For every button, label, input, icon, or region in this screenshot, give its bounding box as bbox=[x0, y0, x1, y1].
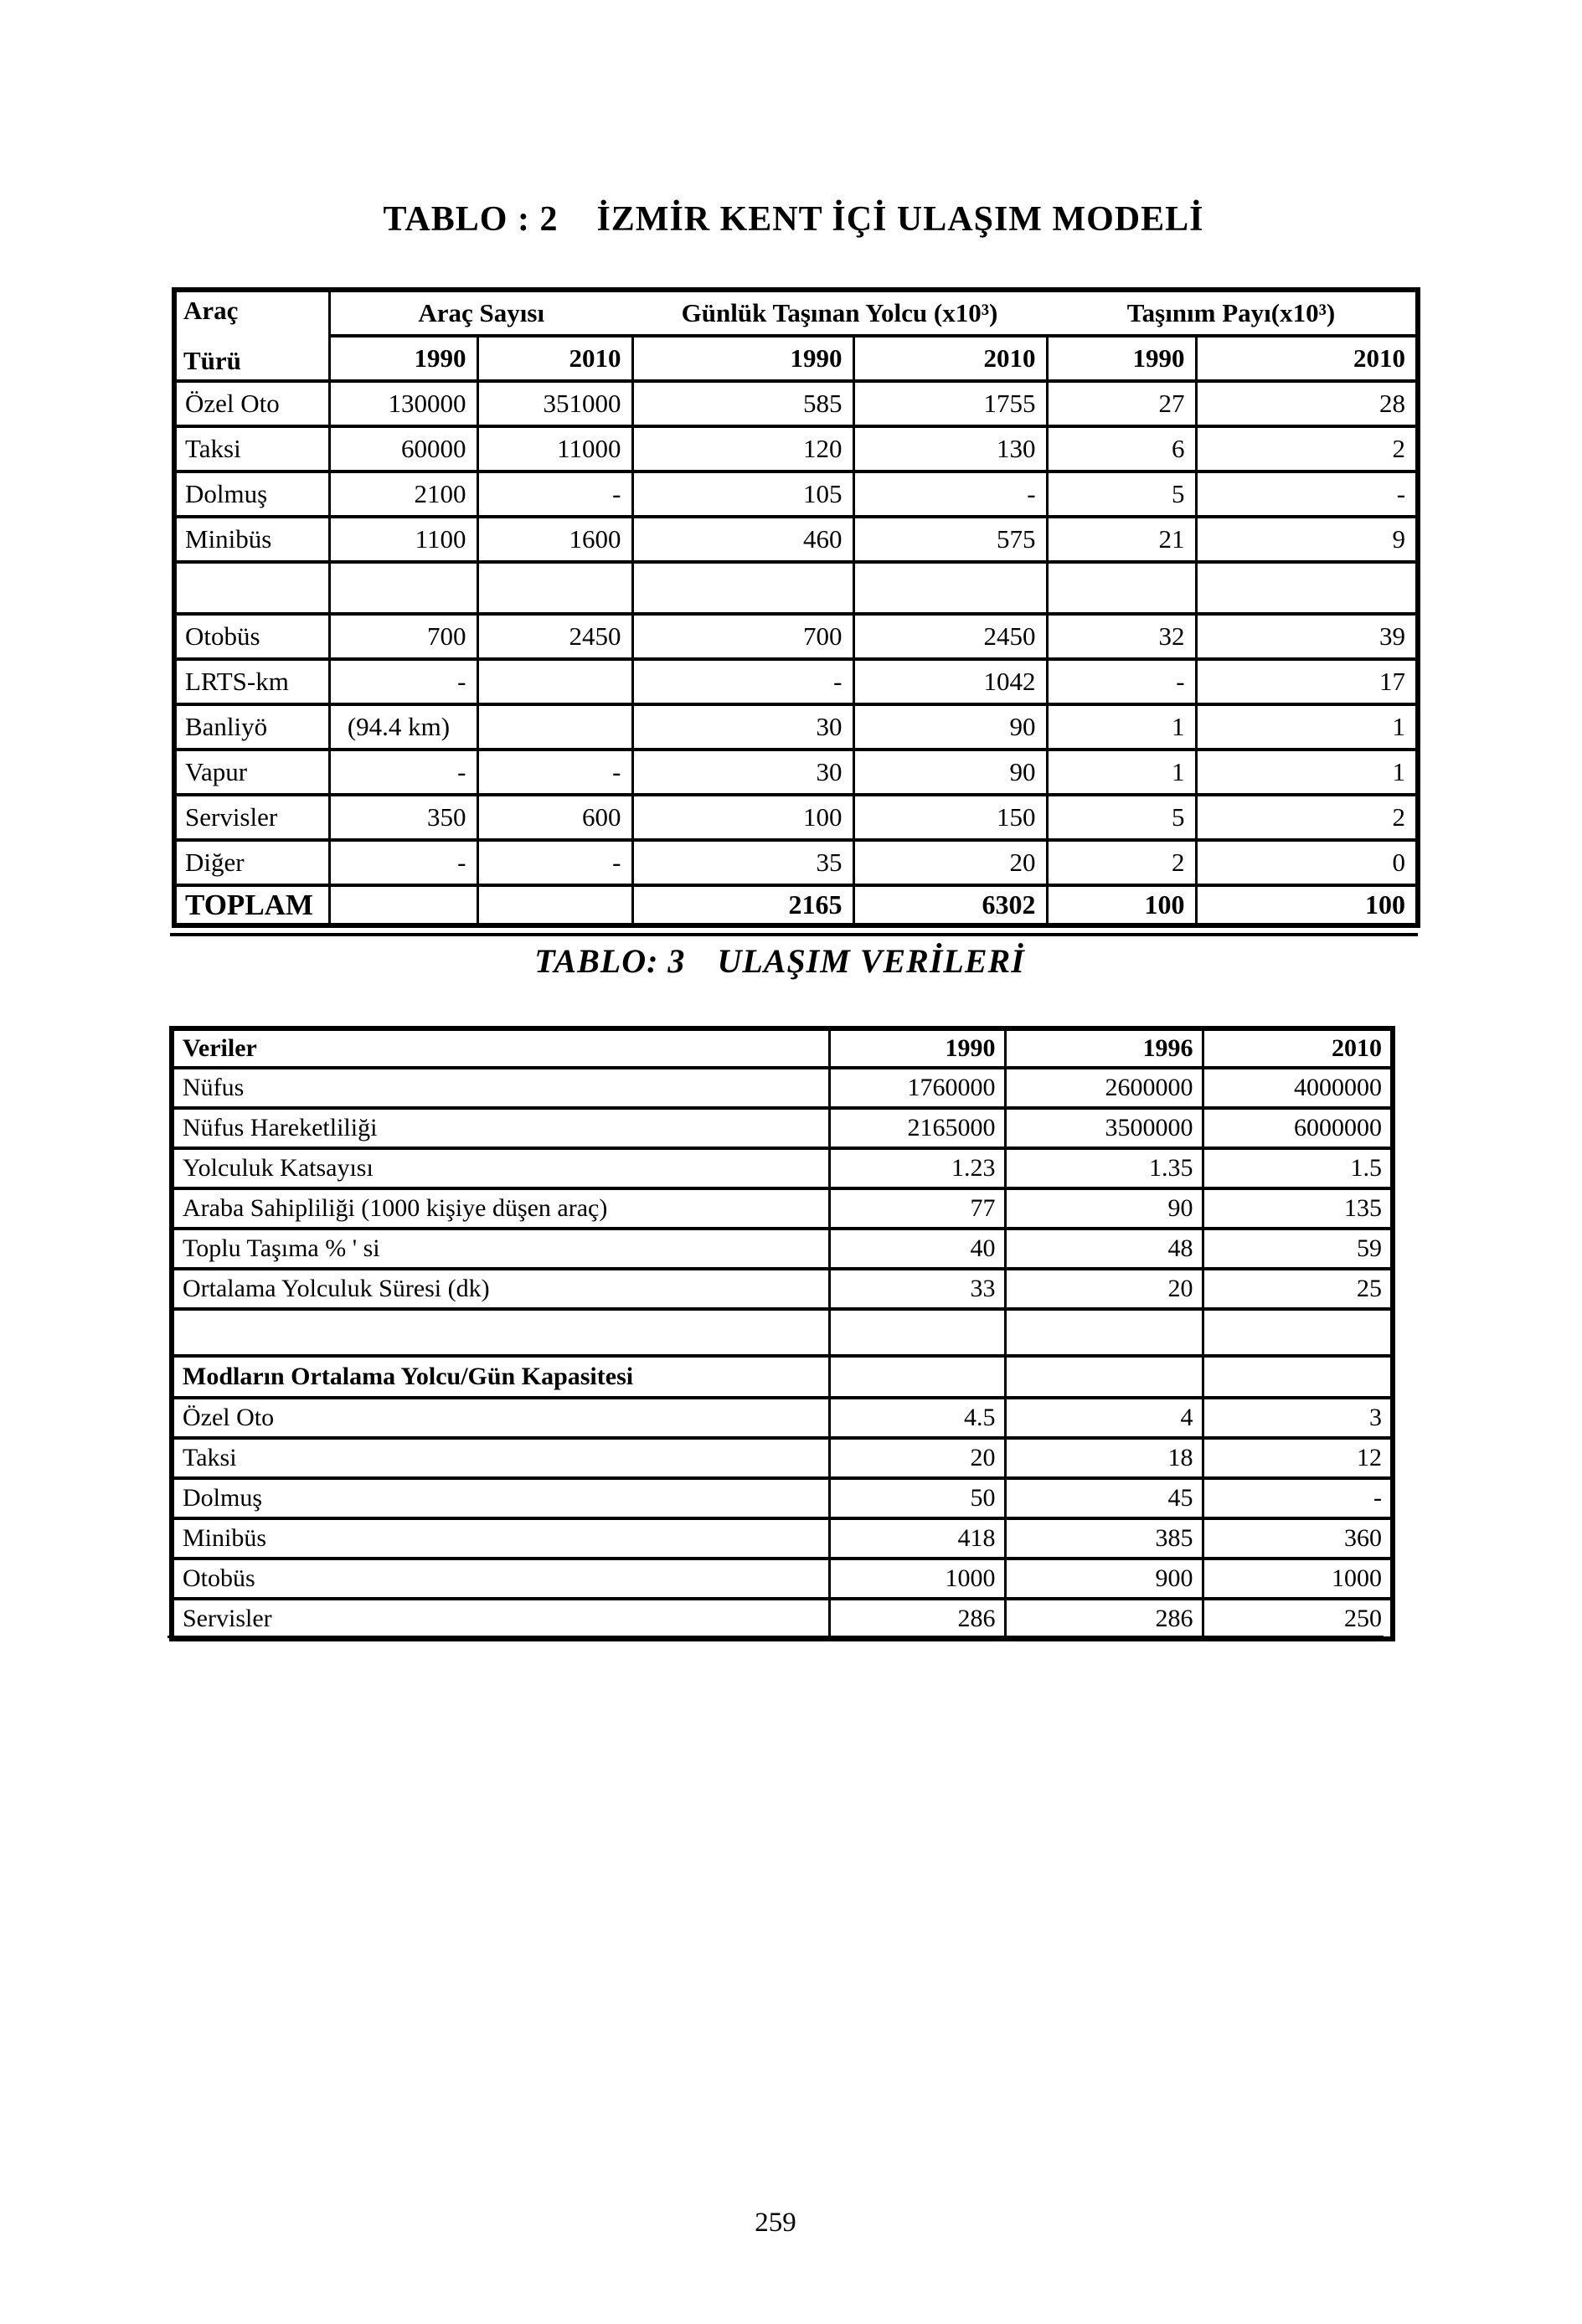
value-cell: 360 bbox=[1203, 1518, 1393, 1559]
value-cell: 575 bbox=[853, 517, 1047, 562]
value-cell: 700 bbox=[632, 614, 853, 659]
value-cell: 28 bbox=[1196, 381, 1418, 426]
table-row bbox=[174, 885, 1418, 925]
value-cell bbox=[1047, 562, 1196, 614]
year-header: 2010 bbox=[477, 336, 632, 381]
year-header: 2010 bbox=[853, 336, 1047, 381]
value-cell: 30 bbox=[632, 704, 853, 750]
scan-line-artifact bbox=[170, 933, 1418, 936]
table3-transport-data bbox=[169, 1026, 1395, 1641]
table-row bbox=[174, 517, 1418, 562]
row-label: Araba Sahipliliği (1000 kişiye düşen araç) bbox=[172, 1188, 829, 1229]
value-cell bbox=[1005, 1356, 1203, 1398]
table3-title-number: TABLO: 3 bbox=[534, 942, 686, 980]
value-cell: 2 bbox=[1196, 426, 1418, 471]
value-cell: 17 bbox=[1196, 659, 1418, 704]
value-cell: 1100 bbox=[329, 517, 477, 562]
value-cell: 1.23 bbox=[829, 1148, 1005, 1188]
row-label: Otobüs bbox=[172, 1559, 829, 1599]
value-cell: - bbox=[329, 750, 477, 795]
value-cell: 20 bbox=[1005, 1269, 1203, 1309]
corner-line-1: Araç bbox=[183, 296, 239, 325]
table-row bbox=[174, 426, 1418, 471]
row-label: Banliyö bbox=[174, 704, 329, 750]
value-cell: 585 bbox=[632, 381, 853, 426]
value-cell: 6000000 bbox=[1203, 1108, 1393, 1148]
value-cell: 2 bbox=[1196, 795, 1418, 840]
value-cell: 90 bbox=[853, 750, 1047, 795]
group-header-tasinim-payi: Taşınım Payı(x10³) bbox=[1047, 290, 1418, 336]
value-cell: 35 bbox=[632, 840, 853, 885]
value-cell: 4 bbox=[1005, 1398, 1203, 1438]
year-header: 1990 bbox=[632, 336, 853, 381]
year-header: 1996 bbox=[1005, 1028, 1203, 1068]
value-cell: 20 bbox=[829, 1438, 1005, 1478]
value-cell bbox=[1203, 1309, 1393, 1356]
value-cell: - bbox=[329, 659, 477, 704]
value-cell: - bbox=[329, 840, 477, 885]
row-label: Taksi bbox=[174, 426, 329, 471]
value-cell: - bbox=[477, 471, 632, 517]
row-label: Minibüs bbox=[174, 517, 329, 562]
value-cell: 48 bbox=[1005, 1229, 1203, 1269]
row-label: Otobüs bbox=[174, 614, 329, 659]
value-cell: 5 bbox=[1047, 471, 1196, 517]
value-cell: 2165000 bbox=[829, 1108, 1005, 1148]
value-cell: 11000 bbox=[477, 426, 632, 471]
value-cell bbox=[477, 659, 632, 704]
value-cell: 40 bbox=[829, 1229, 1005, 1269]
value-cell: 1 bbox=[1047, 704, 1196, 750]
value-cell: 33 bbox=[829, 1269, 1005, 1309]
year-header: 1990 bbox=[1047, 336, 1196, 381]
table-row bbox=[172, 1518, 1393, 1559]
row-label: Modların Ortalama Yolcu/Gün Kapasitesi bbox=[172, 1356, 829, 1398]
value-cell: - bbox=[1196, 471, 1418, 517]
value-cell: 90 bbox=[1005, 1188, 1203, 1229]
row-label: Nüfus bbox=[172, 1068, 829, 1108]
row-label: Nüfus Hareketliliği bbox=[172, 1108, 829, 1148]
value-cell: 50 bbox=[829, 1478, 1005, 1518]
row-label bbox=[172, 1309, 829, 1356]
value-cell: 59 bbox=[1203, 1229, 1393, 1269]
value-cell: 250 bbox=[1203, 1599, 1393, 1639]
value-cell: 900 bbox=[1005, 1559, 1203, 1599]
row-label: TOPLAM bbox=[174, 885, 329, 925]
value-cell: 3500000 bbox=[1005, 1108, 1203, 1148]
value-cell: 4000000 bbox=[1203, 1068, 1393, 1108]
value-cell: 600 bbox=[477, 795, 632, 840]
value-cell: 100 bbox=[632, 795, 853, 840]
table-row bbox=[174, 704, 1418, 750]
value-cell: 1760000 bbox=[829, 1068, 1005, 1108]
value-cell: 27 bbox=[1047, 381, 1196, 426]
table2-grid bbox=[172, 287, 1420, 928]
value-cell: 1.35 bbox=[1005, 1148, 1203, 1188]
value-cell: 6 bbox=[1047, 426, 1196, 471]
value-cell: - bbox=[632, 659, 853, 704]
row-label: Servisler bbox=[174, 795, 329, 840]
value-cell: 1 bbox=[1196, 750, 1418, 795]
value-cell bbox=[1203, 1356, 1393, 1398]
table-row bbox=[172, 1478, 1393, 1518]
table3-header-row bbox=[172, 1028, 1393, 1068]
spacer-row bbox=[174, 562, 1418, 614]
value-cell: 2 bbox=[1047, 840, 1196, 885]
table-row bbox=[174, 795, 1418, 840]
value-cell: 4.5 bbox=[829, 1398, 1005, 1438]
table-row bbox=[174, 750, 1418, 795]
value-cell: 100 bbox=[1047, 885, 1196, 925]
row-label: Minibüs bbox=[172, 1518, 829, 1559]
year-header: 1990 bbox=[829, 1028, 1005, 1068]
scan-line-artifact bbox=[167, 1636, 1384, 1638]
year-header: 2010 bbox=[1196, 336, 1418, 381]
value-cell: 20 bbox=[853, 840, 1047, 885]
table2-title bbox=[172, 199, 1415, 240]
corner-line-2: Türü bbox=[183, 346, 241, 375]
value-cell: 90 bbox=[853, 704, 1047, 750]
table2-year-header-row bbox=[174, 336, 1418, 381]
table2-transport-model bbox=[172, 287, 1420, 928]
value-cell: 5 bbox=[1047, 795, 1196, 840]
table2-title-number: TABLO : 2 bbox=[383, 200, 559, 239]
row-label: Özel Oto bbox=[172, 1398, 829, 1438]
row-label: Toplu Taşıma % ' si bbox=[172, 1229, 829, 1269]
value-cell bbox=[1196, 562, 1418, 614]
table3-grid bbox=[169, 1026, 1395, 1641]
value-cell: 150 bbox=[853, 795, 1047, 840]
value-cell: 1755 bbox=[853, 381, 1047, 426]
row-label: Diğer bbox=[174, 840, 329, 885]
value-cell: 45 bbox=[1005, 1478, 1203, 1518]
value-cell: 100 bbox=[1196, 885, 1418, 925]
value-cell: 1 bbox=[1047, 750, 1196, 795]
value-cell: 25 bbox=[1203, 1269, 1393, 1309]
table2-corner-cell bbox=[174, 290, 329, 381]
value-cell bbox=[329, 885, 477, 925]
value-cell bbox=[1005, 1309, 1203, 1356]
value-cell bbox=[632, 562, 853, 614]
table-row bbox=[174, 471, 1418, 517]
row-label bbox=[174, 562, 329, 614]
value-cell: 60000 bbox=[329, 426, 477, 471]
table2-group-header-row bbox=[174, 290, 1418, 336]
value-cell bbox=[477, 885, 632, 925]
table3-header-label: Veriler bbox=[172, 1028, 829, 1068]
value-cell bbox=[477, 704, 632, 750]
value-cell: 3 bbox=[1203, 1398, 1393, 1438]
value-cell: 460 bbox=[632, 517, 853, 562]
value-cell: 2165 bbox=[632, 885, 853, 925]
group-header-arac-sayisi: Araç Sayısı bbox=[329, 290, 632, 336]
value-cell: 351000 bbox=[477, 381, 632, 426]
value-cell: 2600000 bbox=[1005, 1068, 1203, 1108]
table-row bbox=[172, 1229, 1393, 1269]
value-cell: 18 bbox=[1005, 1438, 1203, 1478]
value-cell: 130000 bbox=[329, 381, 477, 426]
table-row bbox=[172, 1559, 1393, 1599]
group-header-gunluk-yolcu: Günlük Taşınan Yolcu (x10³) bbox=[632, 290, 1047, 336]
table-row bbox=[172, 1599, 1393, 1639]
year-header: 2010 bbox=[1203, 1028, 1393, 1068]
value-cell: 77 bbox=[829, 1188, 1005, 1229]
table-row bbox=[174, 840, 1418, 885]
value-cell: 2100 bbox=[329, 471, 477, 517]
value-cell: 30 bbox=[632, 750, 853, 795]
value-cell: 1000 bbox=[829, 1559, 1005, 1599]
row-label: Taksi bbox=[172, 1438, 829, 1478]
value-cell: 0 bbox=[1196, 840, 1418, 885]
year-header: 1990 bbox=[329, 336, 477, 381]
value-cell: 1.5 bbox=[1203, 1148, 1393, 1188]
value-cell bbox=[329, 562, 477, 614]
table-row bbox=[174, 381, 1418, 426]
table3-title-text: ULAŞIM VERİLERİ bbox=[717, 942, 1025, 980]
page-number: 259 bbox=[755, 2208, 796, 2238]
row-label: Ortalama Yolculuk Süresi (dk) bbox=[172, 1269, 829, 1309]
value-cell: 120 bbox=[632, 426, 853, 471]
value-cell: - bbox=[477, 840, 632, 885]
value-cell: 2450 bbox=[477, 614, 632, 659]
value-cell: 130 bbox=[853, 426, 1047, 471]
value-cell: - bbox=[477, 750, 632, 795]
table-row bbox=[172, 1398, 1393, 1438]
value-cell: 2450 bbox=[853, 614, 1047, 659]
table2-title-text: İZMİR KENT İÇİ ULAŞIM MODELİ bbox=[596, 200, 1204, 239]
value-cell: 1 bbox=[1196, 704, 1418, 750]
value-cell: 6302 bbox=[853, 885, 1047, 925]
value-cell: (94.4 km) bbox=[329, 704, 477, 750]
table-row bbox=[172, 1188, 1393, 1229]
spacer-row bbox=[172, 1309, 1393, 1356]
value-cell: - bbox=[853, 471, 1047, 517]
value-cell: 350 bbox=[329, 795, 477, 840]
value-cell: 385 bbox=[1005, 1518, 1203, 1559]
row-label: Dolmuş bbox=[172, 1478, 829, 1518]
value-cell: 1000 bbox=[1203, 1559, 1393, 1599]
row-label: Yolculuk Katsayısı bbox=[172, 1148, 829, 1188]
table-row bbox=[174, 614, 1418, 659]
value-cell: - bbox=[1203, 1478, 1393, 1518]
value-cell: 135 bbox=[1203, 1188, 1393, 1229]
value-cell: 21 bbox=[1047, 517, 1196, 562]
table-row bbox=[172, 1356, 1393, 1398]
value-cell: 105 bbox=[632, 471, 853, 517]
table-row bbox=[172, 1269, 1393, 1309]
value-cell: 32 bbox=[1047, 614, 1196, 659]
row-label: Dolmuş bbox=[174, 471, 329, 517]
value-cell: 9 bbox=[1196, 517, 1418, 562]
value-cell bbox=[853, 562, 1047, 614]
table-row bbox=[174, 659, 1418, 704]
value-cell: 12 bbox=[1203, 1438, 1393, 1478]
table3-title bbox=[169, 941, 1390, 981]
table-row bbox=[172, 1438, 1393, 1478]
value-cell bbox=[829, 1356, 1005, 1398]
row-label: Servisler bbox=[172, 1599, 829, 1639]
table-row bbox=[172, 1108, 1393, 1148]
value-cell: 39 bbox=[1196, 614, 1418, 659]
value-cell bbox=[477, 562, 632, 614]
value-cell bbox=[829, 1309, 1005, 1356]
value-cell: 1042 bbox=[853, 659, 1047, 704]
value-cell: - bbox=[1047, 659, 1196, 704]
row-label: Özel Oto bbox=[174, 381, 329, 426]
table-row bbox=[172, 1148, 1393, 1188]
value-cell: 1600 bbox=[477, 517, 632, 562]
value-cell: 418 bbox=[829, 1518, 1005, 1559]
table-row bbox=[172, 1068, 1393, 1108]
value-cell: 286 bbox=[829, 1599, 1005, 1639]
row-label: Vapur bbox=[174, 750, 329, 795]
value-cell: 700 bbox=[329, 614, 477, 659]
row-label: LRTS-km bbox=[174, 659, 329, 704]
value-cell: 286 bbox=[1005, 1599, 1203, 1639]
